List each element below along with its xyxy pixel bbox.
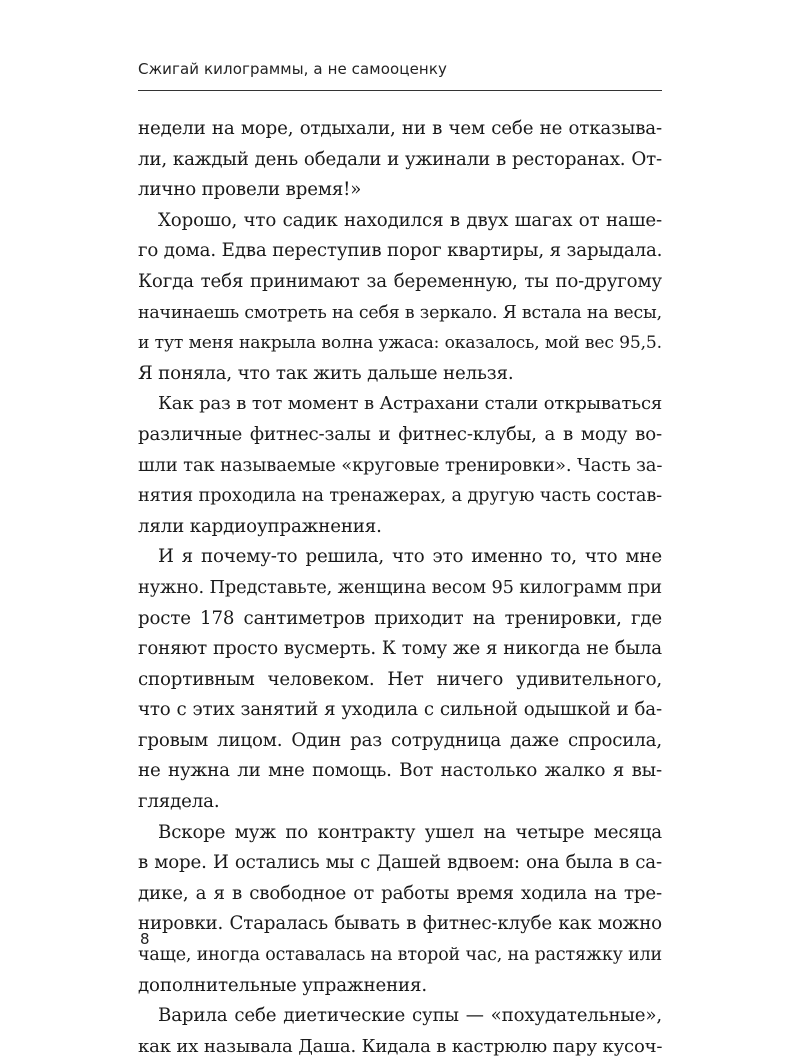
text-line: Я поняла, что так жить дальше нельзя.: [138, 362, 514, 384]
text-line: лично провели время!»: [138, 179, 362, 201]
text-line: И я почему-то решила, что это именно то, что мне: [158, 546, 662, 568]
text-line: Когда тебя принимают за беременную, ты по-другому: [138, 270, 662, 292]
paragraph: [138, 389, 662, 542]
header-rule: [138, 90, 662, 91]
text-line: и тут меня накрыла волна ужаса: оказалось, мой вес 95,5.: [138, 333, 662, 354]
text-line: различные фитнес-залы и фитнес-клубы, а в моду во-: [138, 423, 662, 445]
text-line: спортивным человеком. Нет ничего удивительного,: [138, 668, 662, 690]
running-head-title: Сжигай килограммы, а не самооценку: [138, 60, 447, 78]
text-line: нужно. Представьте, женщина весом 95 килограмм при: [138, 576, 662, 598]
text-line: росте 178 сантиметров приходит на тренировки, где: [138, 607, 662, 629]
paragraph: [138, 1001, 662, 1062]
body-text: [138, 114, 662, 1062]
text-line: ляли кардиоупражнения.: [138, 515, 382, 537]
text-line: не нужна ли мне помощь. Вот настолько жалко я вы-: [138, 760, 662, 782]
text-line: дополнительные упражнения.: [138, 974, 427, 996]
text-line: в море. И остались мы с Дашей вдвоем: она была в са-: [138, 852, 662, 874]
text-line: Как раз в тот момент в Астрахани стали открываться: [158, 393, 663, 415]
text-line: глядела.: [138, 791, 220, 813]
text-line: го дома. Едва переступив порог квартиры, я зарыдала.: [138, 240, 663, 262]
text-line: начинаешь смотреть на себя в зеркало. Я встала на весы,: [138, 302, 662, 323]
text-line: Вскоре муж по контракту ушел на четыре месяца: [158, 821, 662, 843]
text-line: дике, а я в свободное от работы время ходила на тре-: [138, 882, 662, 904]
text-line: что с этих занятий я уходила с сильной одышкой и ба-: [138, 699, 662, 721]
text-line: гровым лицом. Один раз сотрудница даже спросила,: [138, 729, 662, 751]
paragraph: [138, 206, 662, 390]
text-line: недели на море, отдыхали, ни в чем себе не отказыва-: [138, 118, 662, 139]
text-line: чаще, иногда оставалась на второй час, на растяжку или: [138, 945, 662, 966]
text-line: Варила себе диетические супы — «похудательные»,: [158, 1005, 662, 1027]
text-line: Хорошо, что садик находился в двух шагах от наше-: [158, 209, 662, 231]
paragraph: [138, 542, 662, 817]
paragraph: [138, 818, 662, 1002]
text-line: шли так называемые «круговые тренировки». Часть за-: [138, 454, 663, 476]
text-line: ли, каждый день обедали и ужинали в ресторанах. От-: [138, 148, 662, 170]
text-line: как их называла Даша. Кидала в кастрюлю пару кусоч-: [138, 1035, 663, 1057]
page-number: 8: [140, 930, 150, 948]
text-line: гоняют просто вусмерть. К тому же я никогда не была: [138, 638, 662, 660]
text-line: нятия проходила на тренажерах, а другую часть состав-: [138, 486, 662, 507]
paragraph: [138, 114, 662, 206]
text-line: нировки. Старалась бывать в фитнес-клубе как можно: [138, 913, 662, 935]
